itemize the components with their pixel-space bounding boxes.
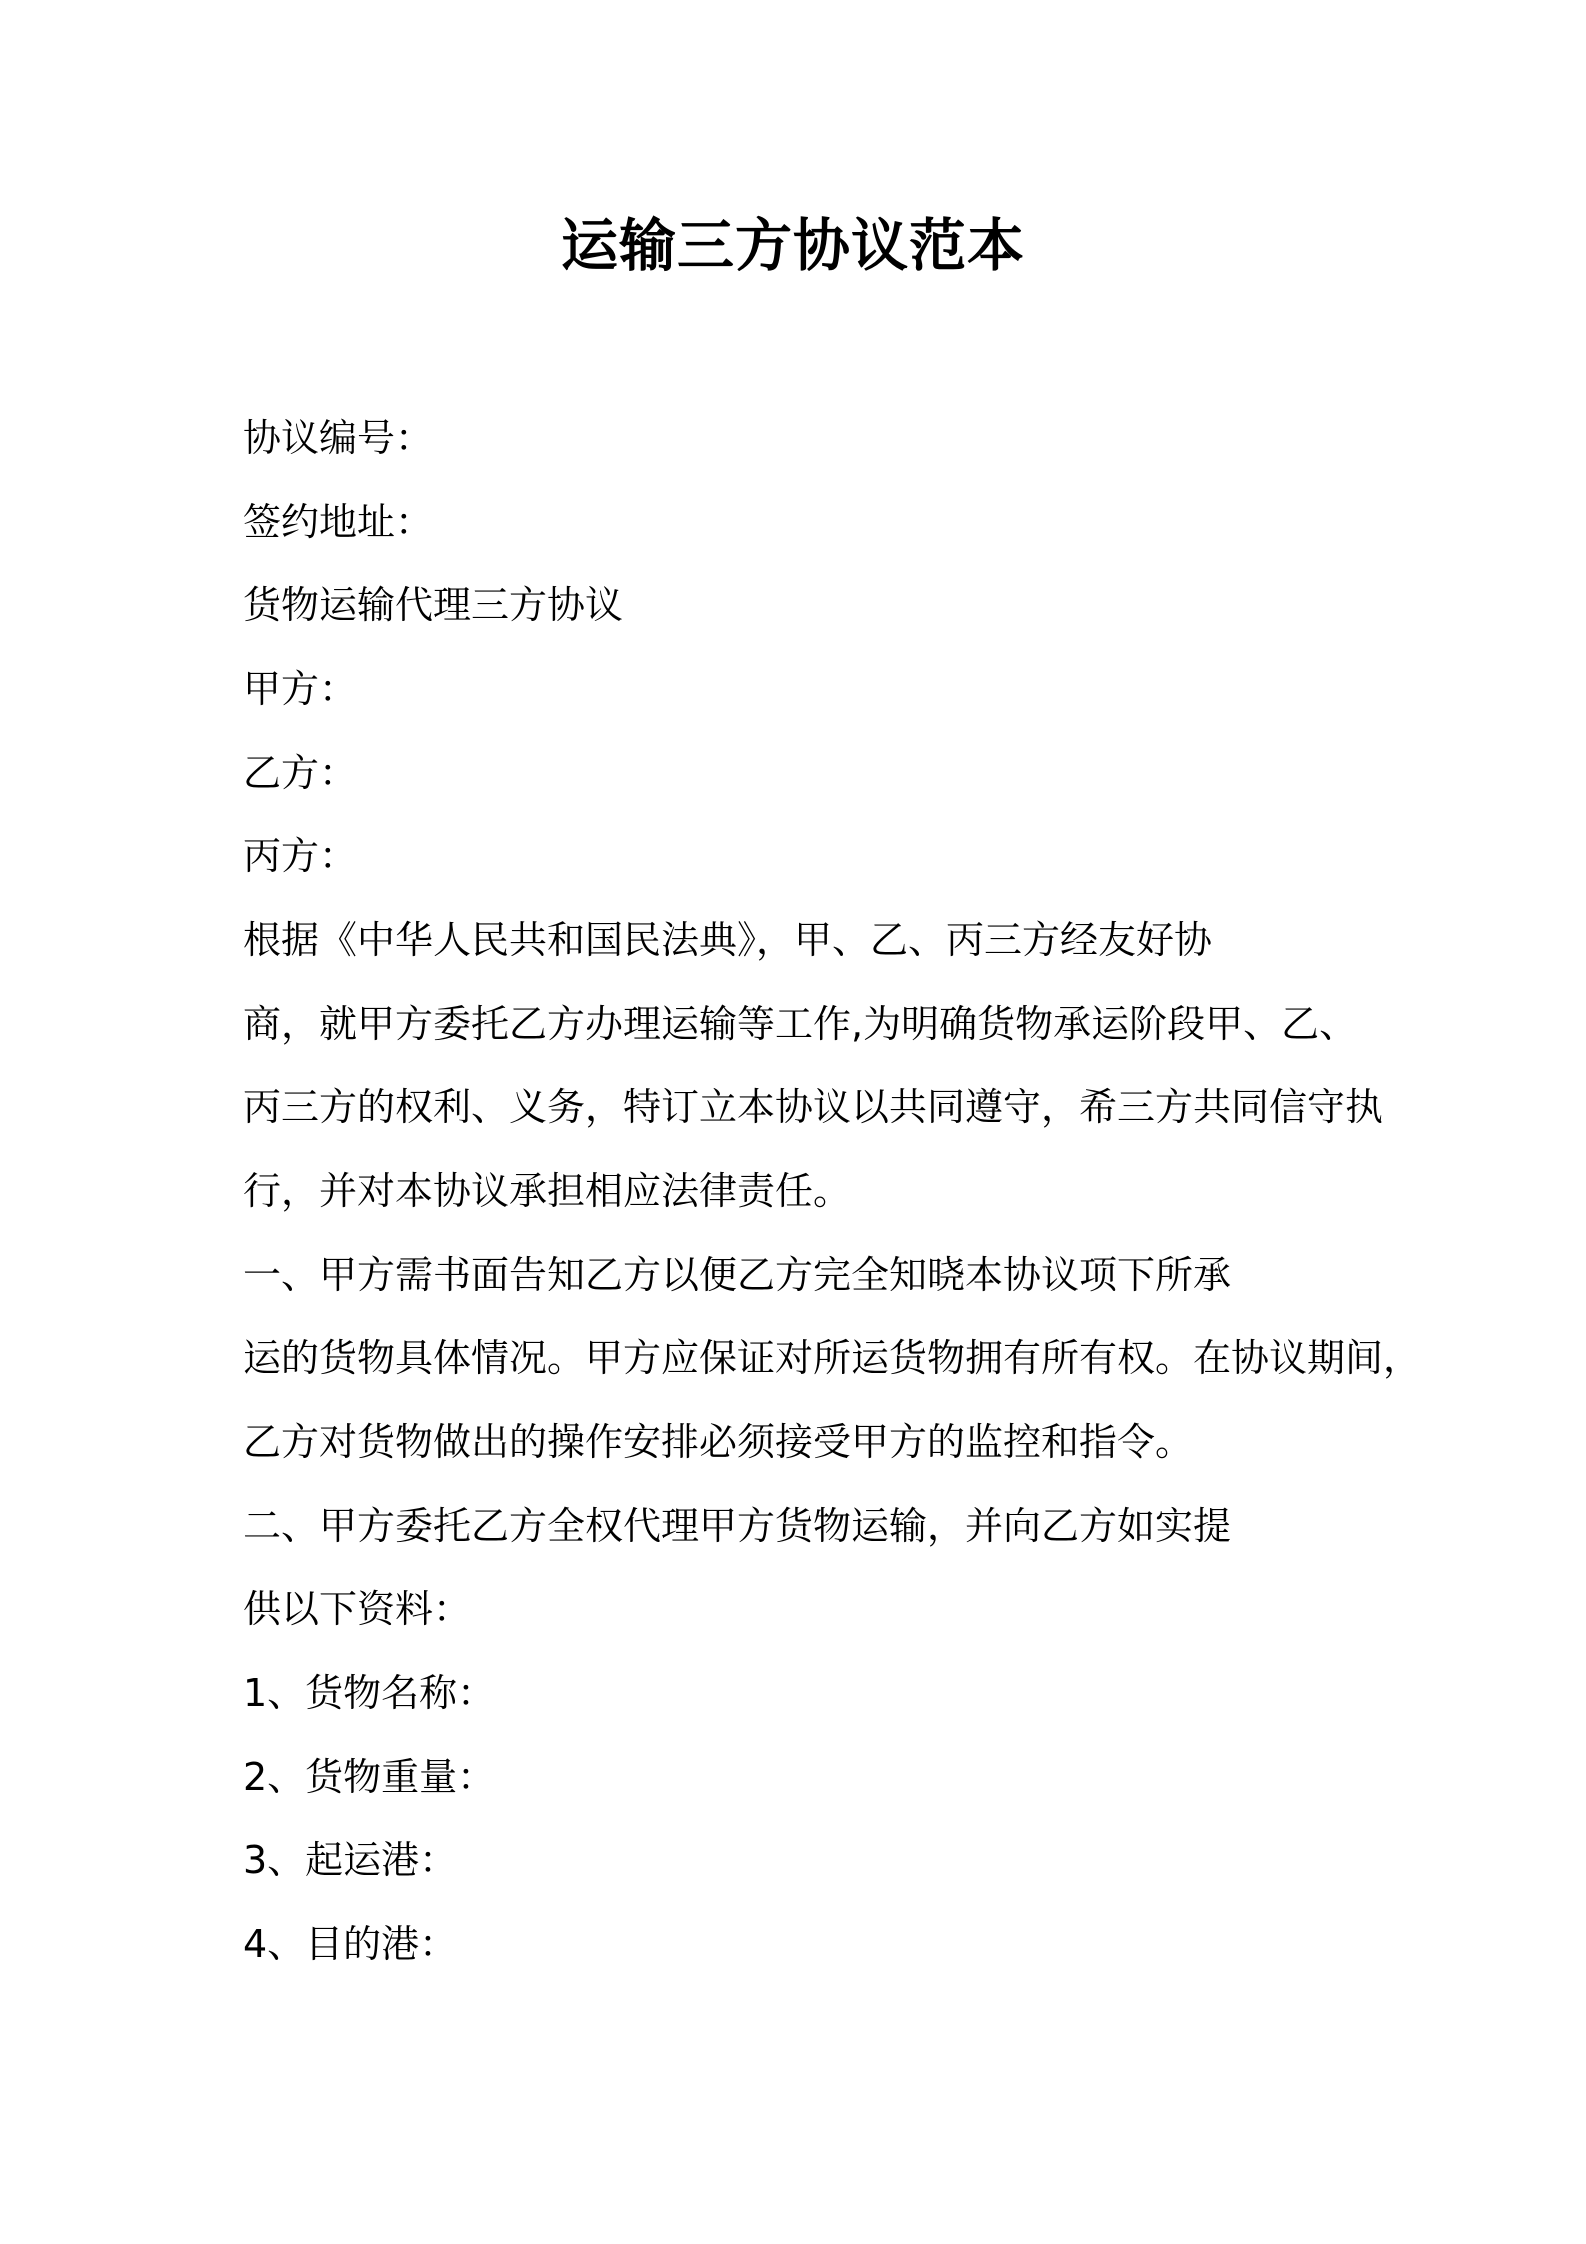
field-signing-address: 签约地址： (243, 500, 434, 544)
preamble-line-2: 商，就甲方委托乙方办理运输等工作,为明确货物承运阶段甲、乙、 (243, 1002, 1358, 1046)
agreement-subtitle: 货物运输代理三方协议 (243, 583, 624, 627)
list-item-cargo-name: 1、货物名称： (243, 1671, 496, 1715)
list-item-cargo-weight: 2、货物重量： (243, 1755, 496, 1799)
preamble-line-3: 丙三方的权利、义务，特订立本协议以共同遵守，希三方共同信守执 (243, 1085, 1384, 1129)
field-party-a: 甲方： (243, 667, 358, 711)
clause-2-line-1: 二、甲方委托乙方全权代理甲方货物运输，并向乙方如实提 (243, 1504, 1232, 1548)
clause-1-line-2: 运的货物具体情况。甲方应保证对所运货物拥有所有权。在协议期间， (243, 1336, 1422, 1380)
field-agreement-number: 协议编号： (243, 416, 434, 460)
document-title: 运输三方协议范本 (561, 213, 1025, 279)
list-item-port-of-destination: 4、目的港： (243, 1922, 458, 1966)
clause-1-line-1: 一、甲方需书面告知乙方以便乙方完全知晓本协议项下所承 (243, 1253, 1232, 1297)
field-party-b: 乙方： (243, 751, 358, 795)
clause-1-line-3: 乙方对货物做出的操作安排必须接受甲方的监控和指令。 (243, 1420, 1194, 1464)
preamble-line-1: 根据《中华人民共和国民法典》，甲、乙、丙三方经友好协 (243, 918, 1213, 962)
field-party-c: 丙方： (243, 834, 358, 878)
clause-2-line-2: 供以下资料： (243, 1587, 472, 1631)
list-item-port-of-loading: 3、起运港： (243, 1838, 458, 1882)
preamble-line-4: 行，并对本协议承担相应法律责任。 (243, 1169, 852, 1213)
